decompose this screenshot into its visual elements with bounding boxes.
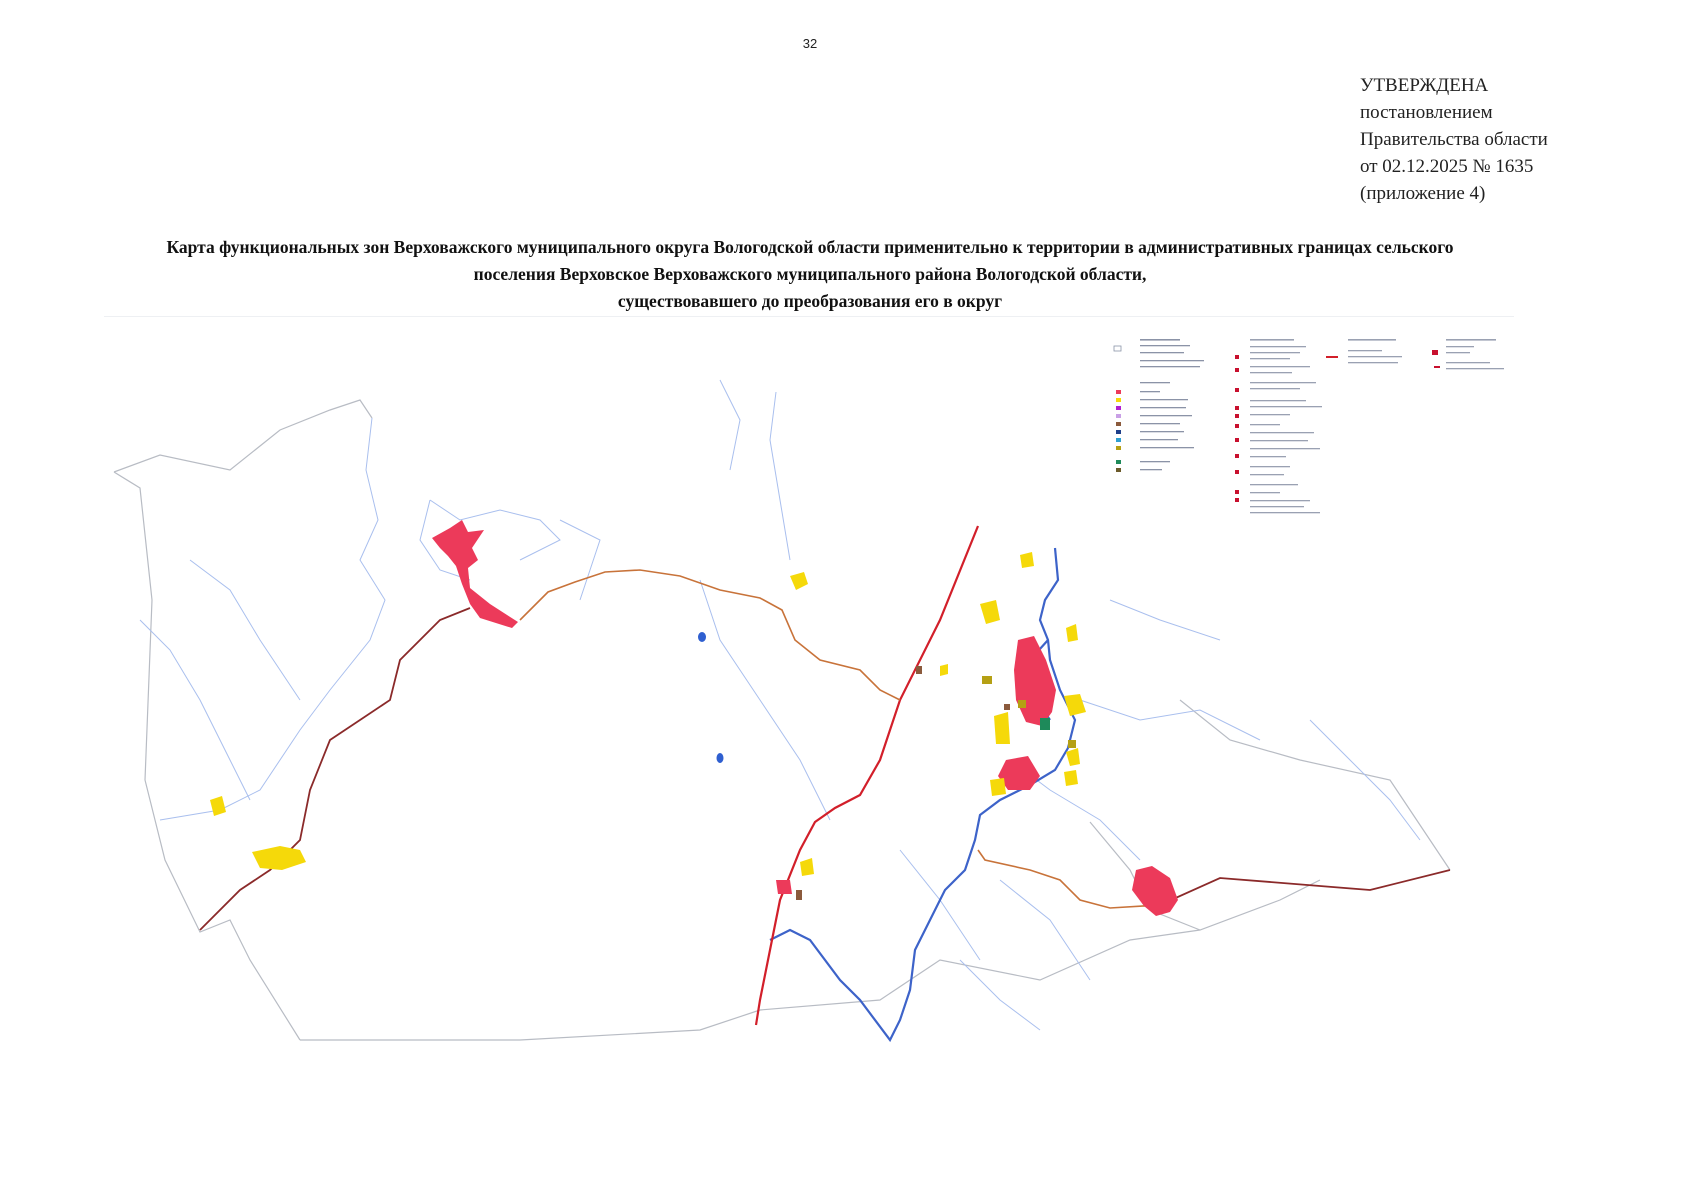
legend-text-placeholder (1446, 346, 1474, 347)
approval-line: УТВЕРЖДЕНА (1360, 75, 1489, 96)
rural-zone (252, 846, 306, 870)
rural-zone (1066, 748, 1080, 766)
legend-text-placeholder (1250, 352, 1300, 353)
object-marker-icon (1235, 406, 1239, 410)
linear-object-icon (1434, 366, 1440, 368)
legend-text-placeholder (1140, 439, 1178, 440)
legend-text-placeholder (1250, 440, 1308, 441)
stream (700, 580, 830, 820)
legend-text-placeholder (1140, 360, 1204, 361)
object-marker-icon (1235, 454, 1239, 458)
legend-text-placeholder (1348, 339, 1396, 341)
page-number: 32 (802, 36, 818, 51)
lake (717, 753, 724, 763)
rural-zone (210, 796, 226, 816)
railway-line (756, 526, 978, 1025)
legend-text-placeholder (1140, 423, 1180, 424)
river (770, 548, 1075, 1040)
legend-text-placeholder (1140, 407, 1186, 408)
legend-text-placeholder (1250, 506, 1304, 507)
approval-line: от 02.12.2025 № 1635 (1360, 156, 1534, 177)
rural-zone (994, 712, 1010, 744)
zone-swatch-icon (1116, 438, 1121, 442)
legend-text-placeholder (1250, 500, 1310, 501)
object-marker-icon (1235, 414, 1239, 418)
production-zone (916, 666, 922, 674)
legend-text-placeholder (1140, 366, 1200, 367)
rural-zones (210, 552, 1086, 876)
legend-text-placeholder (1250, 366, 1310, 367)
rural-zone (980, 600, 1000, 624)
legend-text-placeholder (1250, 432, 1314, 433)
object-marker-icon (1235, 388, 1239, 392)
map-title-line: Карта функциональных зон Верховажского муниципального округа Вологодской области применительно к территории в административных границах сельского (166, 237, 1454, 257)
approval-line: постановлением (1360, 102, 1493, 123)
zone-swatch-icon (1116, 460, 1121, 464)
boundary-line (760, 880, 1320, 1010)
rural-zone (990, 778, 1006, 796)
stream (770, 392, 790, 560)
rural-zone (940, 664, 948, 676)
approval-line: (приложение 4) (1360, 183, 1486, 204)
legend-text-placeholder (1250, 424, 1280, 425)
stream (560, 520, 600, 600)
object-marker-icon (1235, 355, 1239, 359)
legend-text-placeholder (1250, 346, 1306, 347)
legend-text-placeholder (1250, 448, 1320, 449)
legend-text-placeholder (1250, 406, 1322, 407)
approval-line: Правительства области (1360, 129, 1548, 150)
rural-zone (1064, 694, 1086, 716)
legend-text-placeholder (1250, 400, 1306, 401)
boundary-line (300, 1010, 760, 1040)
road-line (520, 570, 900, 700)
legend-text-placeholder (1348, 362, 1398, 363)
object-marker-icon (1235, 498, 1239, 502)
object-marker-icon (1235, 490, 1239, 494)
road-line (978, 850, 1160, 908)
stream (1080, 700, 1260, 740)
legend-text-placeholder (1140, 382, 1170, 383)
legend-text-placeholder (1250, 456, 1286, 457)
zone-swatch-icon (1116, 398, 1121, 402)
legend-text-placeholder (1250, 339, 1294, 341)
legend-text-placeholder (1140, 469, 1162, 470)
settlement-zone (1132, 866, 1178, 916)
map-legend (1110, 336, 1516, 520)
object-marker-icon (1432, 350, 1438, 355)
legend-text-placeholder (1140, 391, 1160, 392)
legend-text-placeholder (1250, 466, 1290, 467)
zone-swatch-icon (1116, 422, 1121, 426)
railway (756, 526, 978, 1025)
zone-swatch-icon (1116, 446, 1121, 450)
legend-text-placeholder (1140, 352, 1184, 353)
legend-text-placeholder (1446, 362, 1490, 363)
map-title-line: поселения Верховское Верховажского муниципального района Вологодской области, (473, 264, 1147, 284)
legend-text-placeholder (1140, 461, 1170, 462)
linear-object-icon (1326, 356, 1338, 358)
river-line (770, 548, 1075, 1040)
legend-text-placeholder (1140, 345, 1190, 346)
agricultural-zone (1018, 700, 1026, 708)
stream (1310, 720, 1420, 840)
rural-zone (790, 572, 808, 590)
lakes (698, 632, 724, 763)
legend-text-placeholder (1250, 414, 1290, 415)
zone-swatch-icon (1116, 390, 1121, 394)
zone-swatch-icon (1116, 430, 1121, 434)
local-roads (520, 570, 1160, 908)
lake (698, 632, 706, 642)
rural-zone (1064, 770, 1078, 786)
map-title-line: существовавшего до преобразования его в округ (617, 291, 1003, 311)
rural-zone (1066, 624, 1078, 642)
legend-text-placeholder (1250, 372, 1292, 373)
recreation-zone (1040, 718, 1050, 730)
legend-text-placeholder (1348, 356, 1402, 357)
legend-text-placeholder (1250, 492, 1280, 493)
object-marker-icon (1235, 470, 1239, 474)
zone-swatch-icon (1116, 468, 1121, 472)
legend-text-placeholder (1140, 431, 1184, 432)
regional-road (200, 608, 1450, 930)
object-marker-icon (1235, 368, 1239, 372)
legend-text-placeholder (1446, 339, 1496, 341)
legend-text-placeholder (1140, 415, 1192, 416)
production-zone (796, 890, 802, 900)
legend-text-placeholder (1446, 368, 1504, 369)
stream (140, 620, 250, 800)
stream (160, 418, 385, 820)
legend-text-placeholder (1250, 484, 1298, 485)
agricultural-zone (1068, 740, 1076, 748)
settlement-zone (432, 520, 518, 628)
stream (1110, 600, 1220, 640)
stream (1000, 880, 1090, 980)
zone-swatch-icon (1116, 414, 1121, 418)
legend-text-placeholder (1250, 388, 1300, 389)
road-line (200, 608, 470, 930)
legend-text-placeholder (1140, 339, 1180, 341)
legend-text-placeholder (1250, 474, 1284, 475)
boundary-line (114, 472, 300, 1040)
legend-background (1110, 336, 1516, 520)
legend-text-placeholder (1250, 382, 1316, 383)
settlement-zone (776, 880, 792, 894)
legend-text-placeholder (1250, 358, 1290, 359)
legend-text-placeholder (1140, 399, 1188, 400)
stream (720, 380, 740, 470)
rural-zone (1020, 552, 1034, 568)
legend-text-placeholder (1250, 512, 1320, 513)
production-zone (1004, 704, 1010, 710)
legend-text-placeholder (1446, 352, 1470, 353)
legend-text-placeholder (1348, 350, 1382, 351)
stream (960, 960, 1040, 1030)
boundary-line (114, 400, 372, 472)
rural-zone (800, 858, 814, 876)
zone-swatch-icon (1116, 406, 1121, 410)
object-marker-icon (1235, 424, 1239, 428)
object-marker-icon (1235, 438, 1239, 442)
legend-text-placeholder (1140, 447, 1194, 448)
agricultural-zone (982, 676, 992, 684)
stream (190, 560, 300, 700)
stream (900, 850, 980, 960)
